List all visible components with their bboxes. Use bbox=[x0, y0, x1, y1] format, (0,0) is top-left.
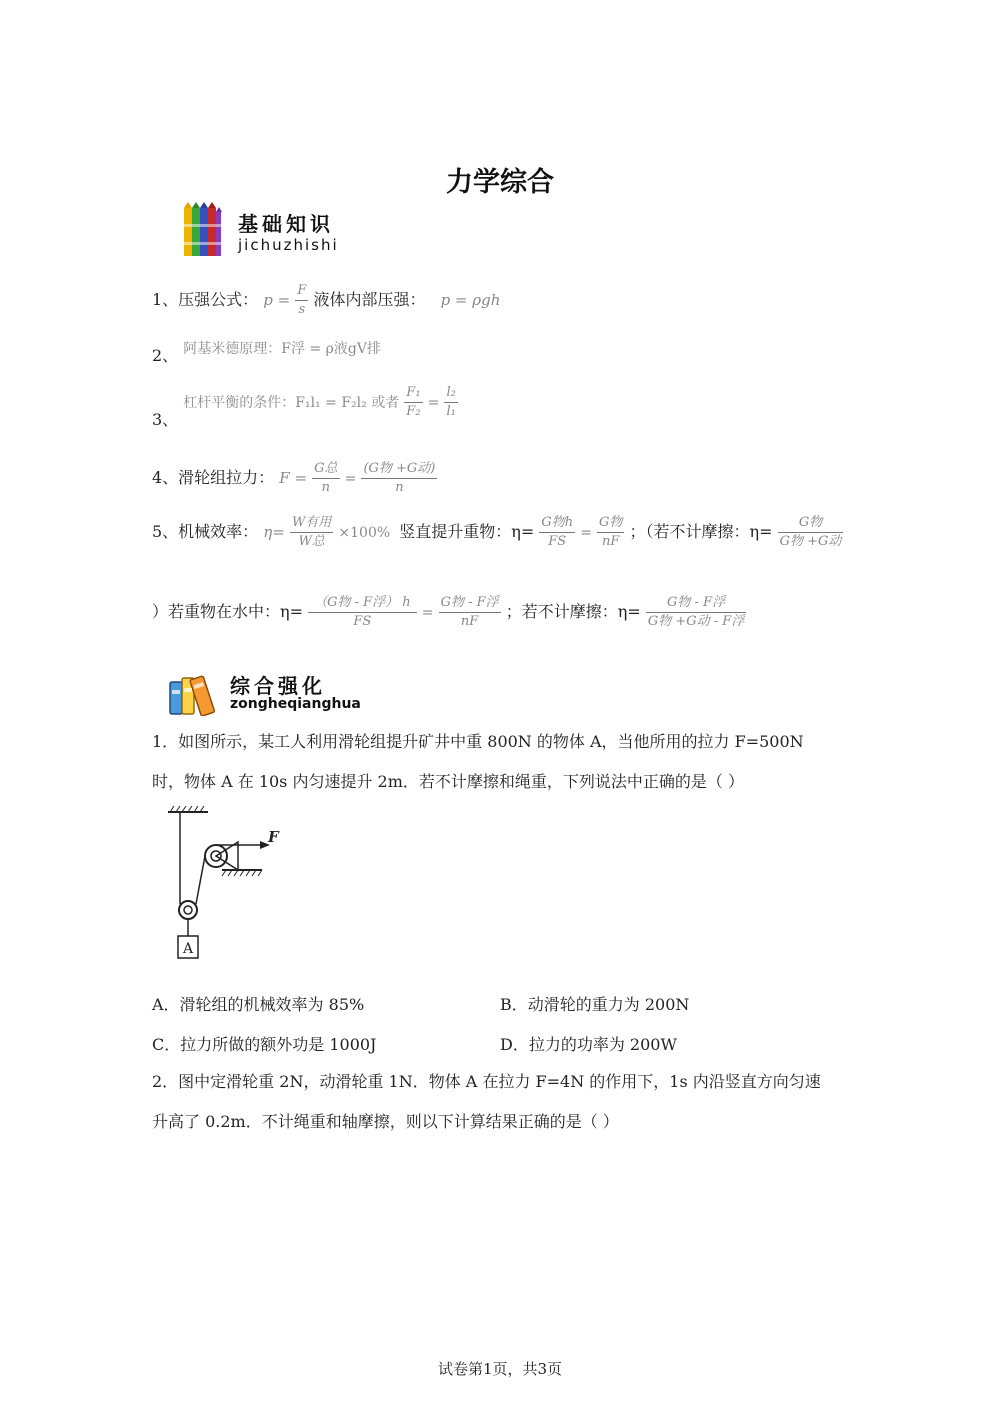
formula-p: p = bbox=[263, 291, 291, 309]
formula-label: 1、压强公式： bbox=[152, 290, 259, 309]
fraction-f-over-s: $\frac{F}{s}$ bbox=[297, 283, 307, 317]
formula-nofriction-text: ；（若不计摩擦：η= bbox=[629, 522, 773, 541]
section-basic-subtitle: jichuzhishi bbox=[238, 236, 339, 254]
formula-label: 5、机械效率： bbox=[152, 522, 259, 541]
formula-vertical-text: 竖直提升重物：η= bbox=[399, 522, 535, 541]
fraction-g-nf: $\frac{\text{G物}}{nF}$ bbox=[599, 515, 623, 549]
formula-water-text: ）若重物在水中：η= bbox=[152, 602, 303, 621]
option-d: D．拉力的功率为 200W bbox=[500, 1035, 677, 1054]
fraction-water-nf: $\frac{\text{G物 - F浮}}{nF}$ bbox=[440, 595, 499, 629]
formula-archimedes-text: 阿基米德原理：F浮 = ρ液gV排 bbox=[183, 341, 381, 357]
fraction-l2-l1: $\frac{\text{l₂}}{\text{l₁}}$ bbox=[446, 385, 456, 419]
formula-lever-text: 杠杆平衡的条件：F₁l₁ = F₂l₂ 或者 bbox=[183, 395, 400, 411]
formula-F: F = bbox=[279, 469, 308, 487]
page-footer: 试卷第1页，共3页 bbox=[437, 1360, 563, 1378]
fraction-f1-f2: $\frac{\text{F₁}}{\text{F₂}}$ bbox=[406, 385, 421, 419]
force-f-label: F bbox=[268, 828, 279, 846]
option-c: C．拉力所做的额外功是 1000J bbox=[152, 1035, 377, 1054]
formula-pressure bbox=[152, 282, 500, 319]
section-basic-title: 基础知识 bbox=[238, 212, 334, 236]
formula-label: 4、滑轮组拉力： bbox=[152, 468, 275, 487]
formula-lever: 3、 杠杆平衡的条件：F₁l₁ = F₂l₂ 或者 $\frac{\text{F₁}}{\text{F₂}}$ = $\frac{\text{l₂}}{\text{l₁}}$ bbox=[152, 385, 456, 429]
section-advanced-title: 综合强化 bbox=[230, 674, 326, 698]
section-advanced-subtitle: zongheqianghua bbox=[230, 696, 361, 712]
fraction-gh-fs: $\frac{\text{G物h}}{FS}$ bbox=[541, 515, 574, 549]
formula-eta: η= bbox=[263, 523, 285, 541]
question-1-line-1: 1．如图所示，某工人利用滑轮组提升矿井中重 800N 的物体 A，当他所用的拉力 F=500N bbox=[152, 732, 804, 751]
question-2-line-2: 升高了 0.2m．不计绳重和轴摩擦，则以下计算结果正确的是（ ） bbox=[152, 1112, 619, 1131]
formula-label: 2、 bbox=[152, 346, 179, 365]
formula-archimedes bbox=[152, 338, 381, 366]
books-icon bbox=[168, 668, 222, 716]
question-1-line-2: 时，物体 A 在 10s 内匀速提升 2m．若不计摩擦和绳重，下列说法中正确的是（ ） bbox=[152, 772, 744, 791]
formula-water-nofriction-text: ；若不计摩擦：η= bbox=[505, 602, 641, 621]
fraction-gtotal-n: $\frac{\text{G总}}{n}$ bbox=[314, 461, 338, 495]
pulley-diagram bbox=[160, 804, 290, 964]
option-a: A．滑轮组的机械效率为 85% bbox=[152, 995, 365, 1014]
crayons-icon bbox=[180, 202, 222, 260]
fraction-wuse-wtotal: $\frac{\text{W有用}}{\text{W总}}$ bbox=[291, 515, 332, 549]
formula-mid-text: 液体内部压强： bbox=[313, 290, 426, 309]
formula-times: ×100% bbox=[338, 525, 391, 541]
block-a-label: A bbox=[182, 941, 194, 957]
fraction-gsum-n: $\frac{\text{(G物 +G动)}}{n}$ bbox=[363, 461, 436, 495]
option-b: B．动滑轮的重力为 200N bbox=[500, 995, 690, 1014]
formula-label: 3、 bbox=[152, 410, 179, 429]
fraction-water-gsum: $\frac{\text{G物 - F浮}}{\text{G物 +G动 - F浮}}$ bbox=[647, 595, 745, 629]
formula-efficiency: 5、机械效率： η= $\frac{\text{W有用}}{\text{W总}}$ ×100% 竖直提升重物：η= $\frac{\text{G物h}}{FS}$ = $\frac{\text{G物}}{nF}$ ；（若不计摩擦：η= $\frac{\text{G物}}{\text{G物 +G动}}$ bbox=[152, 515, 842, 549]
formula-pulley-force: 4、滑轮组拉力： F = $\frac{\text{G总}}{n}$ = $\frac{\text{(G物 +G动)}}{n}$ bbox=[152, 461, 436, 495]
question-2-line-1: 2．图中定滑轮重 2N，动滑轮重 1N．物体 A 在拉力 F=4N 的作用下，1s 内沿竖直方向匀速 bbox=[152, 1072, 821, 1091]
formula-efficiency-water: ）若重物在水中：η= $\frac{\text{（G物 - F浮） h}}{FS}$ = $\frac{\text{G物 - F浮}}{nF}$ ；若不计摩擦：η= $\frac{\text{G物 - F浮}}{\text{G物 +G动 - F浮}}$ bbox=[152, 595, 745, 629]
page-title: 力学综合 bbox=[446, 167, 554, 198]
fraction-g-gsum: $\frac{\text{G物}}{\text{G物 +G动}}$ bbox=[779, 515, 842, 549]
fraction-water-fs: $\frac{\text{（G物 - F浮） h}}{FS}$ bbox=[308, 594, 417, 631]
formula-liquid-pressure: p = ρgh bbox=[440, 291, 501, 309]
